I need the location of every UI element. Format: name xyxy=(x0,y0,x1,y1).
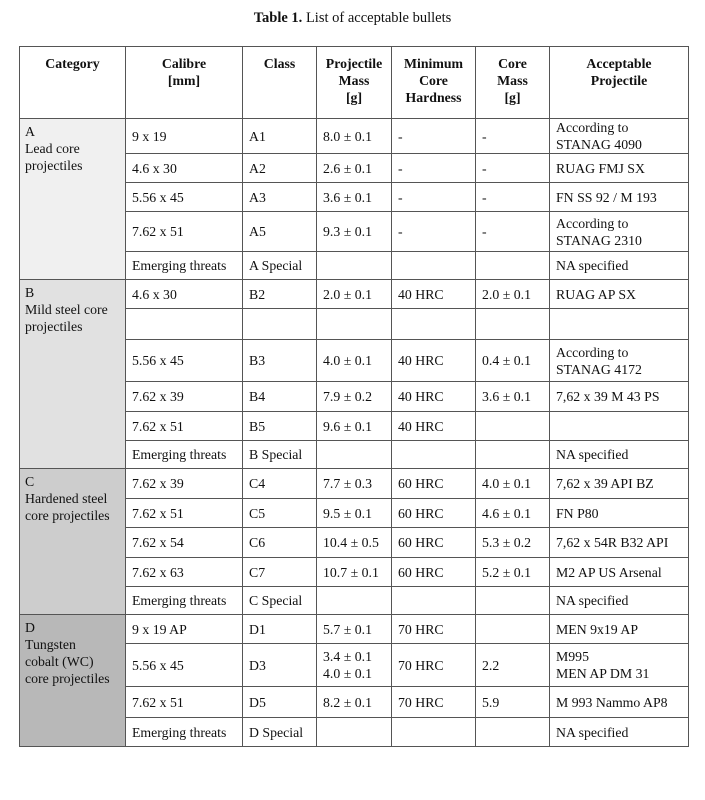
mass-cell xyxy=(317,212,392,252)
mass-cell xyxy=(317,154,392,183)
header-calibre xyxy=(126,47,243,119)
category-line: C xyxy=(25,474,35,489)
projectile-value: M 993 Nammo AP8 xyxy=(556,694,668,710)
mass-value: 5.7 ± 0.1 xyxy=(323,621,372,637)
class-value: A3 xyxy=(249,189,266,205)
projectile-cell xyxy=(550,615,689,644)
category-line: D xyxy=(25,620,35,635)
projectile-value: MEN 9x19 AP xyxy=(556,621,639,637)
mass-cell xyxy=(317,309,392,340)
hardness-value: 40 HRC xyxy=(398,286,444,302)
calibre-value: 7.62 x 51 xyxy=(132,505,184,521)
header-class xyxy=(243,47,317,119)
header-core-mass-line: [g] xyxy=(504,90,521,105)
projectile-value: NA specified xyxy=(556,447,629,462)
calibre-value: 7.62 x 39 xyxy=(132,476,184,491)
hardness-cell xyxy=(392,119,476,154)
core-mass-value: 4.6 ± 0.1 xyxy=(482,505,531,521)
projectile-cell xyxy=(550,528,689,558)
calibre-value: 7.62 x 54 xyxy=(132,535,184,550)
hardness-cell xyxy=(392,154,476,183)
projectile-line: STANAG 4172 xyxy=(556,361,642,377)
class-value: A5 xyxy=(249,224,266,239)
class-cell xyxy=(243,558,317,587)
core-mass-cell xyxy=(476,280,550,309)
mass-cell xyxy=(317,499,392,528)
class-cell xyxy=(243,183,317,212)
hardness-value: 70 HRC xyxy=(398,657,444,673)
calibre-cell xyxy=(126,183,243,212)
category-cell-c xyxy=(20,469,126,615)
hardness-cell xyxy=(392,558,476,587)
class-cell xyxy=(243,441,317,469)
calibre-value: 7.62 x 39 xyxy=(132,389,184,404)
core-mass-cell xyxy=(476,528,550,558)
class-cell xyxy=(243,382,317,412)
hardness-cell xyxy=(392,687,476,718)
category-line: Mild steel core xyxy=(25,302,108,317)
core-mass-cell xyxy=(476,212,550,252)
header-calibre-line: Calibre xyxy=(161,56,207,71)
mass-cell xyxy=(317,558,392,587)
hardness-cell xyxy=(392,441,476,469)
core-mass-cell xyxy=(476,718,550,747)
class-value: C5 xyxy=(249,505,266,521)
core-mass-cell xyxy=(476,499,550,528)
calibre-value: Emerging threats xyxy=(132,258,227,273)
calibre-value: Emerging threats xyxy=(132,447,227,462)
class-cell xyxy=(243,340,317,382)
projectile-value: 7,62 x 39 API BZ xyxy=(556,476,654,491)
table-row xyxy=(20,280,689,309)
core-mass-cell xyxy=(476,309,550,340)
core-mass-cell xyxy=(476,382,550,412)
core-mass-value: 4.0 ± 0.1 xyxy=(482,476,531,491)
class-cell xyxy=(243,309,317,340)
projectile-cell xyxy=(550,558,689,587)
projectile-value: NA specified xyxy=(556,724,629,740)
calibre-value: 9 x 19 xyxy=(132,128,167,144)
core-mass-cell xyxy=(476,119,550,154)
calibre-cell xyxy=(126,587,243,615)
header-mass xyxy=(317,47,392,119)
core-mass-cell xyxy=(476,687,550,718)
core-mass-value: - xyxy=(482,128,487,144)
mass-cell xyxy=(317,441,392,469)
class-cell xyxy=(243,154,317,183)
mass-value: 7.7 ± 0.3 xyxy=(323,476,372,491)
class-cell xyxy=(243,499,317,528)
calibre-cell xyxy=(126,340,243,382)
class-value: B4 xyxy=(249,389,266,404)
class-cell xyxy=(243,119,317,154)
hardness-value: 70 HRC xyxy=(398,694,444,710)
projectile-cell xyxy=(550,183,689,212)
mass-cell xyxy=(317,252,392,280)
class-value: B3 xyxy=(249,353,266,368)
hardness-cell xyxy=(392,615,476,644)
table-caption-text: List of acceptable bullets xyxy=(302,10,452,26)
mass-cell xyxy=(317,340,392,382)
projectile-cell xyxy=(550,280,689,309)
projectile-value: M2 AP US Arsenal xyxy=(556,564,662,580)
class-cell xyxy=(243,280,317,309)
projectile-line: MEN AP DM 31 xyxy=(556,666,650,681)
class-cell xyxy=(243,718,317,747)
mass-cell xyxy=(317,687,392,718)
category-line: projectiles xyxy=(25,319,83,334)
core-mass-cell xyxy=(476,615,550,644)
projectile-value: NA specified xyxy=(556,593,629,608)
calibre-cell xyxy=(126,154,243,183)
class-value: B2 xyxy=(249,286,266,302)
calibre-cell xyxy=(126,469,243,499)
header-projectile xyxy=(550,47,689,119)
hardness-value: 40 HRC xyxy=(398,353,444,368)
calibre-value: 5.56 x 45 xyxy=(132,657,184,673)
projectile-cell xyxy=(550,340,689,382)
mass-cell xyxy=(317,615,392,644)
class-value: A Special xyxy=(249,258,303,273)
calibre-value: 5.56 x 45 xyxy=(132,353,184,368)
core-mass-cell xyxy=(476,644,550,687)
hardness-value: 60 HRC xyxy=(398,564,444,580)
class-cell xyxy=(243,252,317,280)
table-row xyxy=(20,469,689,499)
core-mass-value: 5.9 xyxy=(482,694,500,710)
projectile-cell xyxy=(550,309,689,340)
projectile-value: NA specified xyxy=(556,258,629,273)
hardness-cell xyxy=(392,412,476,441)
category-line: B xyxy=(25,285,35,300)
header-projectile-line: Acceptable xyxy=(586,56,652,71)
mass-cell xyxy=(317,280,392,309)
mass-cell xyxy=(317,382,392,412)
projectile-value: FN P80 xyxy=(556,505,599,521)
core-mass-value: 0.4 ± 0.1 xyxy=(482,353,531,368)
class-value: C4 xyxy=(249,476,266,491)
mass-cell xyxy=(317,644,392,687)
hardness-cell xyxy=(392,644,476,687)
header-mass-line: Projectile xyxy=(325,56,383,71)
header-class-label: Class xyxy=(263,56,296,71)
projectile-value: 7,62 x 39 M 43 PS xyxy=(556,389,660,404)
core-mass-value: 2.2 xyxy=(482,657,500,673)
calibre-value: 7.62 x 63 xyxy=(132,564,184,580)
class-cell xyxy=(243,469,317,499)
calibre-value: Emerging threats xyxy=(132,593,227,608)
projectile-cell xyxy=(550,441,689,469)
core-mass-value: 3.6 ± 0.1 xyxy=(482,389,531,404)
hardness-value: 40 HRC xyxy=(398,389,444,404)
class-cell xyxy=(243,587,317,615)
mass-value: 2.6 ± 0.1 xyxy=(323,160,372,176)
class-value: A1 xyxy=(249,128,266,144)
projectile-cell xyxy=(550,382,689,412)
calibre-value: 4.6 x 30 xyxy=(132,286,177,302)
calibre-value: 5.56 x 45 xyxy=(132,189,184,205)
mass-value: 9.5 ± 0.1 xyxy=(323,505,372,521)
mass-line: 3.4 ± 0.1 xyxy=(323,649,372,664)
hardness-cell xyxy=(392,469,476,499)
header-mass-line: [g] xyxy=(345,90,363,105)
hardness-cell xyxy=(392,309,476,340)
calibre-cell xyxy=(126,280,243,309)
hardness-value: - xyxy=(398,189,403,205)
mass-cell xyxy=(317,718,392,747)
mass-value: 10.4 ± 0.5 xyxy=(323,535,379,550)
category-line: core projectiles xyxy=(25,671,110,686)
header-category-label: Category xyxy=(45,56,100,71)
projectile-cell xyxy=(550,212,689,252)
header-hardness-line: Core xyxy=(419,73,448,88)
core-mass-value: - xyxy=(482,160,487,176)
core-mass-cell xyxy=(476,252,550,280)
category-line: cobalt (WC) xyxy=(25,654,94,669)
category-line: Tungsten xyxy=(25,637,76,652)
core-mass-cell xyxy=(476,587,550,615)
calibre-value: 4.6 x 30 xyxy=(132,160,177,176)
core-mass-cell xyxy=(476,340,550,382)
mass-value: 9.3 ± 0.1 xyxy=(323,224,372,239)
core-mass-cell xyxy=(476,183,550,212)
calibre-cell xyxy=(126,615,243,644)
hardness-cell xyxy=(392,252,476,280)
projectile-line: According to xyxy=(556,215,629,231)
hardness-value: - xyxy=(398,128,403,144)
class-cell xyxy=(243,687,317,718)
class-cell xyxy=(243,412,317,441)
projectile-value: RUAG AP SX xyxy=(556,286,636,302)
mass-value: 10.7 ± 0.1 xyxy=(323,564,379,580)
class-value: A2 xyxy=(249,160,266,176)
mass-cell xyxy=(317,528,392,558)
hardness-value: 60 HRC xyxy=(398,505,444,521)
projectile-cell xyxy=(550,718,689,747)
class-value: C6 xyxy=(249,535,266,550)
calibre-cell xyxy=(126,718,243,747)
header-calibre-line: [mm] xyxy=(167,73,201,88)
calibre-cell xyxy=(126,252,243,280)
projectile-cell xyxy=(550,469,689,499)
table-caption-label: Table 1. xyxy=(253,10,303,26)
calibre-value: Emerging threats xyxy=(132,724,227,740)
mass-value: 4.0 ± 0.1 xyxy=(323,353,372,368)
class-cell xyxy=(243,212,317,252)
category-line: projectiles xyxy=(25,158,83,173)
hardness-value: 70 HRC xyxy=(398,621,444,637)
hardness-cell xyxy=(392,212,476,252)
hardness-cell xyxy=(392,340,476,382)
class-value: D3 xyxy=(249,657,266,673)
category-line: core projectiles xyxy=(25,508,110,523)
projectile-cell xyxy=(550,119,689,154)
mass-value: 2.0 ± 0.1 xyxy=(323,286,372,302)
projectile-line: According to xyxy=(556,120,629,135)
core-mass-cell xyxy=(476,441,550,469)
header-mass-line: Mass xyxy=(338,73,370,88)
mass-line: 4.0 ± 0.1 xyxy=(323,666,372,681)
calibre-cell xyxy=(126,644,243,687)
class-value: B Special xyxy=(249,447,303,462)
table-row xyxy=(20,119,689,154)
class-value: D1 xyxy=(249,621,266,637)
projectile-cell xyxy=(550,154,689,183)
hardness-value: - xyxy=(398,224,403,239)
calibre-cell xyxy=(126,441,243,469)
mass-value: 3.6 ± 0.1 xyxy=(323,189,372,205)
projectile-line: STANAG 4090 xyxy=(556,137,642,152)
calibre-cell xyxy=(126,558,243,587)
projectile-cell xyxy=(550,587,689,615)
hardness-value: 60 HRC xyxy=(398,535,444,550)
calibre-cell xyxy=(126,687,243,718)
core-mass-cell xyxy=(476,558,550,587)
calibre-cell xyxy=(126,119,243,154)
category-cell-d xyxy=(20,615,126,747)
header-hardness-line: Hardness xyxy=(405,90,462,105)
projectile-line: STANAG 2310 xyxy=(556,232,642,248)
projectile-value: RUAG FMJ SX xyxy=(556,160,645,176)
projectile-cell xyxy=(550,252,689,280)
projectile-cell xyxy=(550,644,689,687)
calibre-cell xyxy=(126,212,243,252)
calibre-cell xyxy=(126,382,243,412)
calibre-value: 7.62 x 51 xyxy=(132,418,184,434)
hardness-value: 60 HRC xyxy=(398,476,444,491)
mass-value: 8.0 ± 0.1 xyxy=(323,128,372,144)
class-value: D5 xyxy=(249,694,266,710)
hardness-cell xyxy=(392,587,476,615)
table-row xyxy=(20,615,689,644)
projectile-value: FN SS 92 / M 193 xyxy=(556,189,657,205)
calibre-cell xyxy=(126,412,243,441)
core-mass-value: 5.2 ± 0.1 xyxy=(482,564,531,580)
table-caption xyxy=(0,10,705,27)
category-line: Hardened steel xyxy=(25,491,108,506)
hardness-cell xyxy=(392,382,476,412)
category-cell-b xyxy=(20,280,126,469)
category-cell-a xyxy=(20,119,126,280)
class-value: C Special xyxy=(249,593,303,608)
mass-value: 7.9 ± 0.2 xyxy=(323,389,372,404)
class-cell xyxy=(243,528,317,558)
hardness-cell xyxy=(392,280,476,309)
header-core-mass xyxy=(476,47,550,119)
header-hardness-line: Minimum xyxy=(403,56,464,71)
calibre-value: 7.62 x 51 xyxy=(132,224,184,239)
projectile-value: 7,62 x 54R B32 API xyxy=(556,535,669,550)
projectile-line: According to xyxy=(556,344,629,360)
class-cell xyxy=(243,644,317,687)
projectile-line: M995 xyxy=(556,649,589,664)
core-mass-cell xyxy=(476,412,550,441)
calibre-value: 9 x 19 AP xyxy=(132,621,187,637)
hardness-cell xyxy=(392,528,476,558)
core-mass-value: 5.3 ± 0.2 xyxy=(482,535,531,550)
hardness-cell xyxy=(392,499,476,528)
category-line: Lead core xyxy=(25,141,80,156)
calibre-cell xyxy=(126,309,243,340)
core-mass-value: - xyxy=(482,224,487,239)
class-value: C7 xyxy=(249,564,266,580)
projectile-cell xyxy=(550,499,689,528)
mass-value: 9.6 ± 0.1 xyxy=(323,418,372,434)
projectile-cell xyxy=(550,687,689,718)
calibre-cell xyxy=(126,499,243,528)
header-projectile-line: Projectile xyxy=(590,73,648,88)
core-mass-cell xyxy=(476,154,550,183)
hardness-value: 40 HRC xyxy=(398,418,444,434)
hardness-cell xyxy=(392,183,476,212)
header-category xyxy=(20,47,126,119)
calibre-value: 7.62 x 51 xyxy=(132,694,184,710)
core-mass-value: 2.0 ± 0.1 xyxy=(482,286,531,302)
core-mass-cell xyxy=(476,469,550,499)
class-value: D Special xyxy=(249,724,304,740)
mass-cell xyxy=(317,119,392,154)
class-value: B5 xyxy=(249,418,266,434)
category-line: A xyxy=(25,124,35,139)
header-core-mass-line: Core xyxy=(498,56,527,71)
projectile-cell xyxy=(550,412,689,441)
core-mass-value: - xyxy=(482,189,487,205)
mass-cell xyxy=(317,412,392,441)
header-core-mass-line: Mass xyxy=(497,73,528,88)
hardness-cell xyxy=(392,718,476,747)
mass-cell xyxy=(317,183,392,212)
header-row xyxy=(20,47,689,119)
class-cell xyxy=(243,615,317,644)
mass-value: 8.2 ± 0.1 xyxy=(323,694,372,710)
mass-cell xyxy=(317,469,392,499)
bullets-table xyxy=(19,46,689,747)
header-hardness xyxy=(392,47,476,119)
calibre-cell xyxy=(126,528,243,558)
hardness-value: - xyxy=(398,160,403,176)
mass-cell xyxy=(317,587,392,615)
